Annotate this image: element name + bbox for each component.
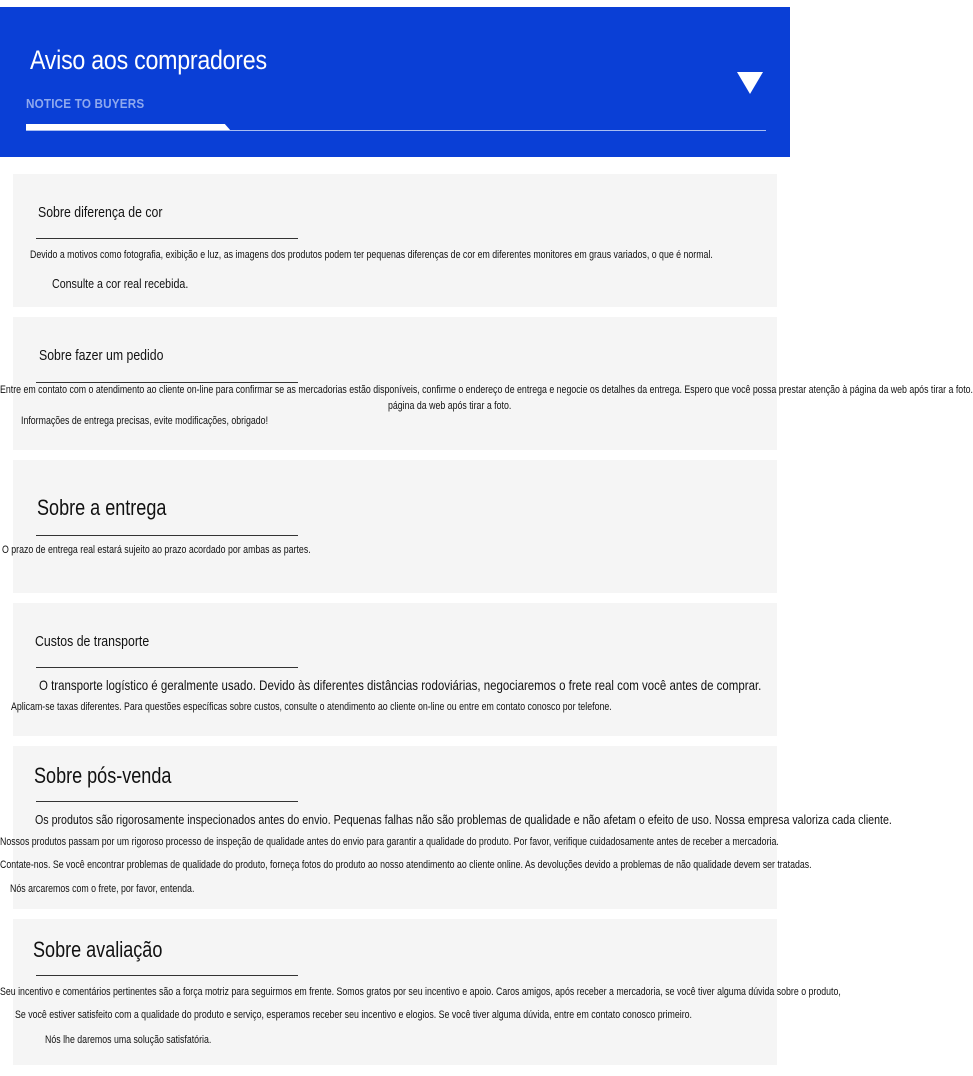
section-text-line: Devido a motivos como fotografia, exibição e luz, as imagens dos produtos podem ter pequenas diferenças de cor em diferentes monitores em graus variados, o que é normal. bbox=[30, 249, 713, 261]
section-text-line: Informações de entrega precisas, evite modificações, obrigado! bbox=[21, 415, 269, 427]
triangle-down-icon[interactable] bbox=[737, 72, 763, 94]
section-color-difference bbox=[13, 174, 777, 307]
header-subtitle: NOTICE TO BUYERS bbox=[26, 96, 145, 111]
section-text-line: Consulte a cor real recebida. bbox=[52, 276, 189, 291]
section-title: Sobre avaliação bbox=[33, 937, 163, 962]
header-title: Aviso aos compradores bbox=[30, 45, 267, 75]
section-text-line: página da web após tirar a foto. bbox=[388, 400, 512, 412]
section-text-line: O transporte logístico é geralmente usado. Devido às diferentes distâncias rodoviárias, negociaremos o frete real com você antes de comprar. bbox=[39, 677, 762, 693]
section-text-line: Se você estiver satisfeito com a qualidade do produto e serviço, esperamos receber seu incentivo e elogios. Se você tiver alguma dúvida, entre em contato conosco primeiro. bbox=[15, 1009, 692, 1021]
header-divider bbox=[26, 130, 766, 131]
section-text-line: Aplicam-se taxas diferentes. Para questões específicas sobre custos, consulte o atendimento ao cliente on-line ou entre em contato conosco por telefone. bbox=[11, 701, 612, 713]
section-text-line: Nossos produtos passam por um rigoroso processo de inspeção de qualidade antes do envio para garantir a qualidade do produto. Por favor, verifique cuidadosamente antes de receber a mercadoria. bbox=[0, 836, 779, 848]
section-title: Custos de transporte bbox=[35, 633, 150, 650]
section-title: Sobre fazer um pedido bbox=[39, 347, 164, 364]
section-title: Sobre diferença de cor bbox=[38, 204, 163, 221]
section-divider bbox=[36, 382, 298, 383]
section-divider bbox=[36, 801, 298, 802]
section-divider bbox=[36, 535, 298, 536]
section-text-line: Nós arcaremos com o frete, por favor, entenda. bbox=[10, 883, 195, 895]
notice-header bbox=[0, 7, 790, 157]
section-text-line: Entre em contato com o atendimento ao cliente on-line para confirmar se as mercadorias estão disponíveis, confirme o endereço de entrega e negocie os detalhes da entrega. Espero que você possa prestar atenção à página da web após tirar a foto. bbox=[0, 384, 973, 396]
section-divider bbox=[36, 667, 298, 668]
section-after-sales bbox=[0, 746, 892, 909]
section-placing-order bbox=[0, 317, 973, 450]
section-text-line: Contate-nos. Se você encontrar problemas de qualidade do produto, forneça fotos do produto ao nosso atendimento ao cliente online. As devoluções devido a problemas de não qualidade devem ser tratadas. bbox=[0, 859, 812, 871]
section-review bbox=[0, 919, 841, 1065]
section-text-line: Seu incentivo e comentários pertinentes são a força motriz para seguirmos em frente. Somos gratos por seu incentivo e apoio. Caros amigos, após receber a mercadoria, se você tiver alguma dúvida sobre o produto, bbox=[0, 986, 841, 998]
section-title: Sobre pós-venda bbox=[34, 763, 172, 788]
section-shipping-costs bbox=[13, 603, 777, 736]
section-text-line: O prazo de entrega real estará sujeito ao prazo acordado por ambas as partes. bbox=[2, 544, 311, 556]
section-title: Sobre a entrega bbox=[37, 495, 167, 520]
section-text-line: Os produtos são rigorosamente inspecionados antes do envio. Pequenas falhas não são problemas de qualidade e não afetam o efeito de uso. Nossa empresa valoriza cada cliente. bbox=[35, 812, 892, 827]
section-divider bbox=[36, 238, 298, 239]
section-divider bbox=[36, 975, 298, 976]
section-delivery bbox=[2, 460, 777, 593]
section-text-line: Nós lhe daremos uma solução satisfatória. bbox=[45, 1034, 212, 1046]
